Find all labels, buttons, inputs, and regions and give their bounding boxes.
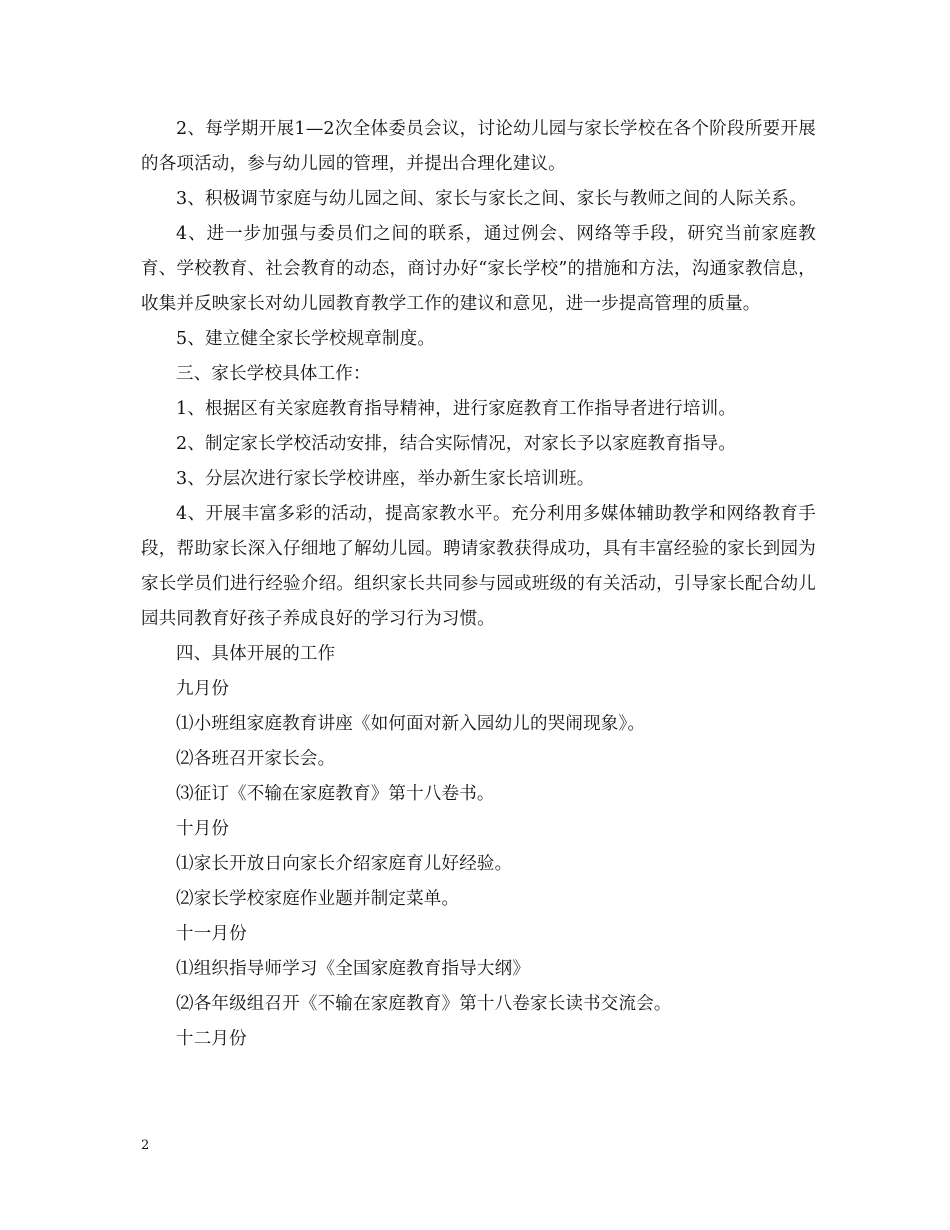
list-item: ⑵各班召开家长会。 (176, 749, 336, 769)
paragraph: 1、根据区有关家庭教育指导精神，进行家庭教育工作指导者进行培训。 (176, 399, 737, 419)
paragraph: 3、积极调节家庭与幼儿园之间、家长与家长之间、家长与教师之间的人际关系。 (176, 189, 807, 209)
month-heading: 十一月份 (176, 924, 247, 944)
paragraph: 4、开展丰富多彩的活动，提高家教水平。充分利用多媒体辅助教学和网络教育手段，帮助家长深入仔细地了解幼儿园。聘请家教获得成功，具有丰富经验的家长到园为家长学员们进行经验介绍。组织家长共同参与园或班级的有关活动，引导家长配合幼儿园共同教育好孩子养成良好的学习行为习惯。 (141, 504, 816, 629)
document-body (141, 112, 816, 1057)
list-item: ⑶征订《不输在家庭教育》第十八卷书。 (176, 784, 495, 804)
month-heading: 九月份 (176, 679, 230, 699)
list-item: ⑴小班组家庭教育讲座《如何面对新入园幼儿的哭闹现象》。 (176, 714, 646, 734)
list-item: ⑴家长开放日向家长介绍家庭育儿好经验。 (176, 854, 513, 874)
section-heading: 四、具体开展的工作 (176, 644, 336, 664)
paragraph: 2、制定家长学校活动安排，结合实际情况，对家长予以家庭教育指导。 (176, 434, 737, 454)
section-heading: 三、家长学校具体工作： (176, 364, 371, 384)
list-item: ⑴组织指导师学习《全国家庭教育指导大纲》 (176, 959, 530, 979)
month-heading: 十二月份 (176, 1029, 247, 1049)
paragraph: 3、分层次进行家长学校讲座，举办新生家长培训班。 (176, 469, 595, 489)
page-number: 2 (141, 1138, 150, 1153)
paragraph: 4、进一步加强与委员们之间的联系，通过例会、网络等手段，研究当前家庭教育、学校教育、社会教育的动态，商讨办好“家长学校”的措施和方法，沟通家教信息，收集并反映家长对幼儿园教育教学工作的建议和意见，进一步提高管理的质量。 (141, 224, 816, 314)
paragraph: 2、每学期开展1—2次全体委员会议，讨论幼儿园与家长学校在各个阶段所要开展的各项活动，参与幼儿园的管理，并提出合理化建议。 (141, 119, 816, 174)
month-heading: 十月份 (176, 819, 230, 839)
paragraph: 5、建立健全家长学校规章制度。 (176, 329, 436, 349)
list-item: ⑵各年级组召开《不输在家庭教育》第十八卷家长读书交流会。 (176, 994, 672, 1014)
list-item: ⑵家长学校家庭作业题并制定菜单。 (176, 889, 460, 909)
